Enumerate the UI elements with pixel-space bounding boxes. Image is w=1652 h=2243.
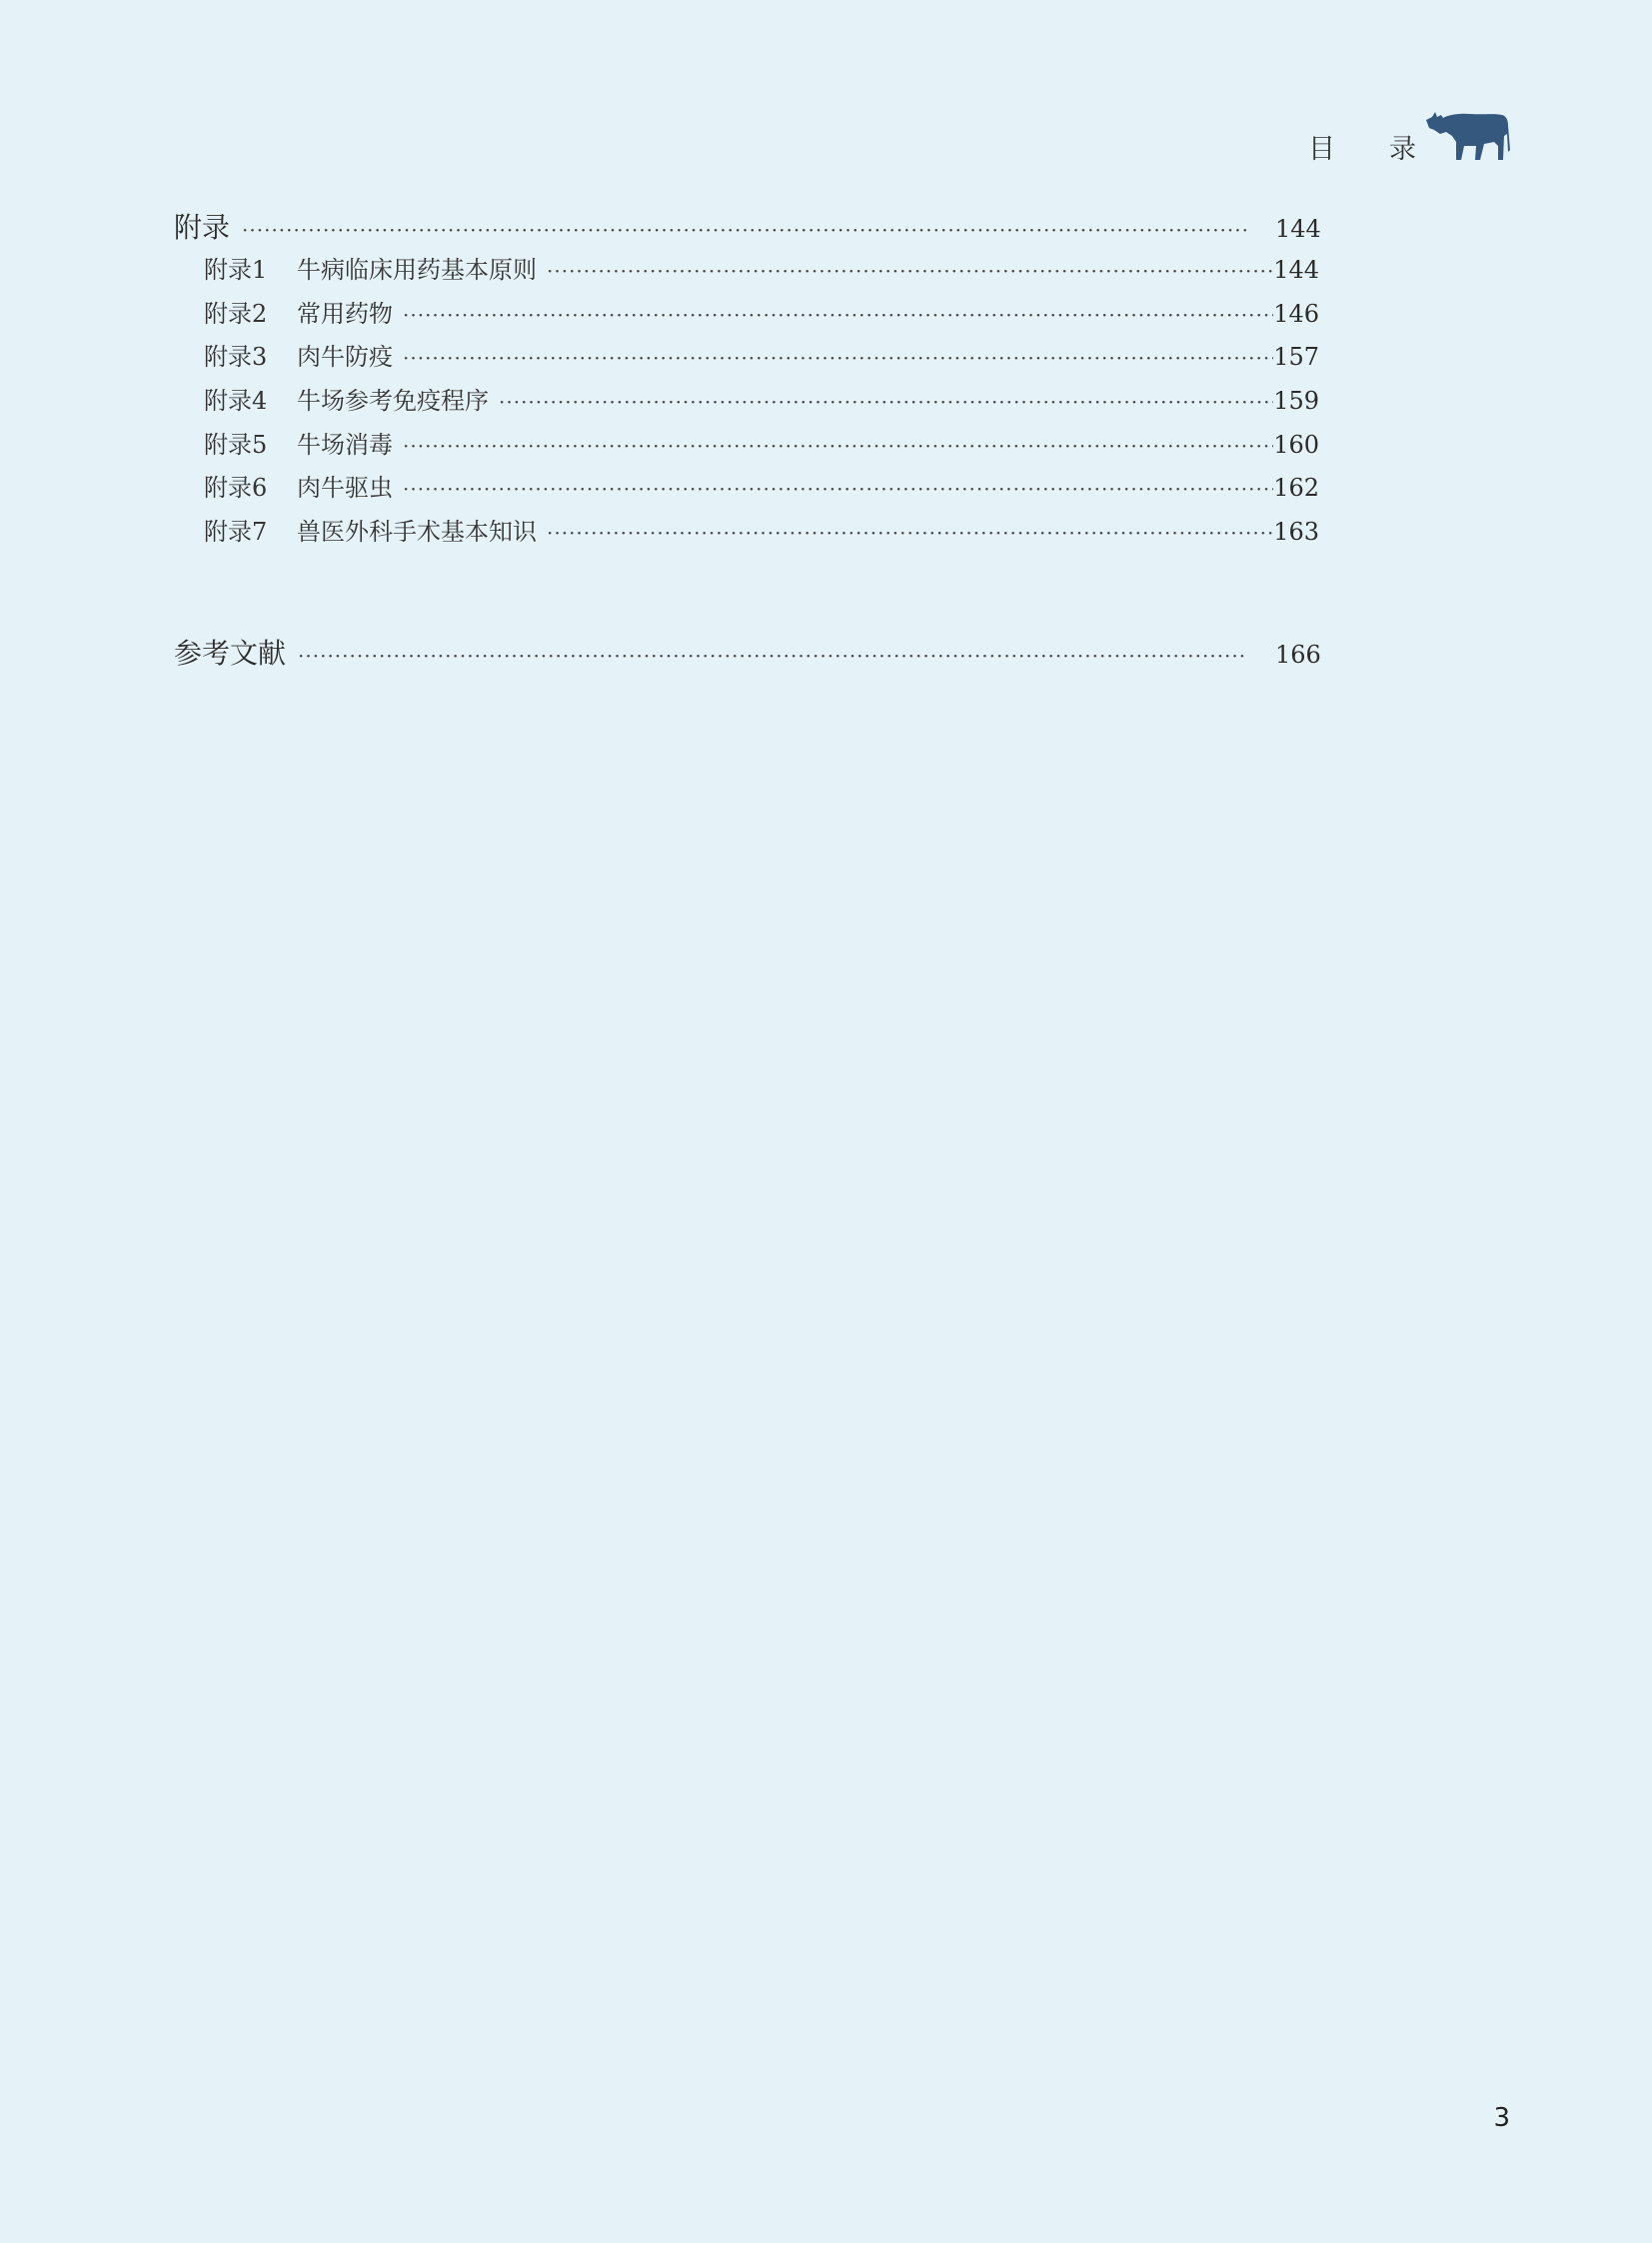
toc-entry-appendix-5[interactable]: [174, 425, 1319, 469]
toc-entry-title: 附录: [174, 211, 231, 244]
cow-icon: [1424, 106, 1512, 164]
dot-leader: [403, 434, 1273, 458]
toc-entry-appendix-2[interactable]: [174, 294, 1319, 338]
toc-entry-number: 附录4: [204, 387, 268, 416]
running-header: [1308, 105, 1512, 165]
toc-page-number: 144: [1275, 215, 1321, 243]
toc-page-number: 163: [1273, 518, 1319, 547]
toc-entry-title: 参考文献: [174, 636, 287, 670]
toc-entry-title: 肉牛防疫: [297, 343, 393, 372]
toc-page-number: 144: [1273, 256, 1319, 284]
toc-entry-appendix[interactable]: [174, 206, 1319, 250]
toc-entry-appendix-7[interactable]: [174, 512, 1319, 556]
toc-page-number: 166: [1275, 640, 1321, 669]
dot-leader: [403, 477, 1273, 501]
toc-entry-number: 附录6: [204, 474, 268, 503]
toc-entry-number: 附录7: [204, 518, 268, 547]
toc-entry-appendix-6[interactable]: [174, 468, 1319, 512]
toc-entry-title: 牛场参考免疫程序: [297, 387, 489, 416]
toc-page-number: 162: [1273, 474, 1319, 503]
toc-entry-appendix-3[interactable]: [174, 337, 1319, 381]
toc-entry-title: 牛场消毒: [297, 430, 393, 459]
toc-page-number: 157: [1273, 343, 1319, 372]
toc-entry-number: 附录5: [204, 430, 268, 459]
toc-entry-title: 常用药物: [297, 299, 393, 328]
dot-leader: [298, 644, 1247, 668]
toc-entry-appendix-4[interactable]: [174, 381, 1319, 425]
page-number: 3: [1493, 2103, 1510, 2133]
table-of-contents: [174, 206, 1319, 676]
toc-entry-title: 牛病临床用药基本原则: [297, 256, 537, 284]
toc-page-number: 160: [1273, 430, 1319, 459]
toc-entry-title: 兽医外科手术基本知识: [297, 518, 537, 547]
dot-leader: [547, 259, 1273, 283]
dot-leader: [499, 390, 1273, 414]
dot-leader: [403, 346, 1273, 370]
toc-entry-references[interactable]: [174, 632, 1319, 676]
toc-entry-number: 附录2: [204, 299, 268, 328]
toc-entry-title: 肉牛驱虫: [297, 474, 393, 503]
header-title: 目录: [1308, 133, 1470, 165]
dot-leader: [403, 303, 1273, 327]
dot-leader: [547, 521, 1273, 545]
section-spacer: [174, 556, 1319, 632]
toc-entry-number: 附录3: [204, 343, 268, 372]
toc-page-number: 159: [1273, 387, 1319, 416]
toc-entry-appendix-1[interactable]: [174, 250, 1319, 294]
dot-leader: [242, 218, 1247, 242]
toc-page-number: 146: [1273, 299, 1319, 328]
toc-entry-number: 附录1: [204, 256, 268, 284]
